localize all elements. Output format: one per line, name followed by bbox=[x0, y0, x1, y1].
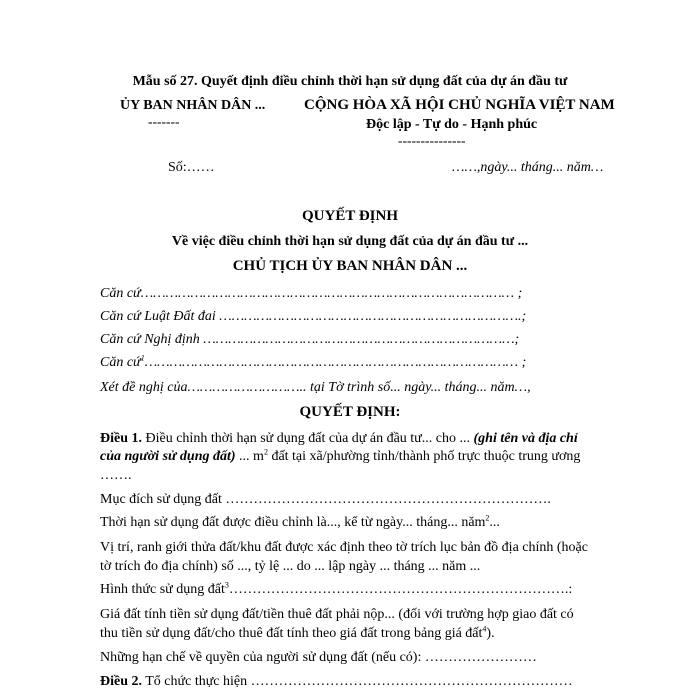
price-line-2: thu tiền sử dụng đất/cho thuê đất tính theo giá đất trong bảng giá đất$^4$). bbox=[100, 624, 495, 641]
land-term-line: Thời hạn sử dụng đất được điều chỉnh là..., kể từ ngày... tháng... năm$^2$... bbox=[100, 513, 500, 530]
restrictions-line: Những hạn chế về quyền của người sử dụng đất (nếu có): …………………… bbox=[100, 650, 537, 665]
basis-line-3: Căn cứ Nghị định …………………………………………………………………; bbox=[100, 332, 520, 347]
land-purpose-line: Mục đích sử dụng đất ……………………………………………………………. bbox=[100, 492, 551, 507]
article-1-line-1: Điều 1. Điều chỉnh thời hạn sử dụng đất của dự án đầu tư... cho ... (ghi tên và địa chỉ bbox=[100, 431, 578, 446]
footnote-ref: 4 bbox=[482, 624, 487, 634]
decides-heading: QUYẾT ĐỊNH: bbox=[299, 404, 401, 420]
motto-underline: --------------- bbox=[398, 133, 466, 148]
article-2-line: Điều 2. Tổ chức thực hiện …………………………………………………………… bbox=[100, 674, 573, 689]
basis-line-2: Căn cứ Luật Đất đai ……………………………………………………………….; bbox=[100, 309, 527, 324]
country-name: CỘNG HÒA XÃ HỘI CHỦ NGHĨA VIỆT NAM bbox=[304, 97, 615, 113]
decision-authority: CHỦ TỊCH ỦY BAN NHÂN DÂN ... bbox=[232, 258, 468, 274]
issuing-authority: ỦY BAN NHÂN DÂN ... bbox=[120, 98, 266, 113]
footnote-ref: 2 bbox=[485, 513, 490, 523]
basis-line-4: Căn cứ$^1$……………………………………………………………………………… ; bbox=[100, 353, 527, 370]
national-motto: Độc lập - Tự do - Hạnh phúc bbox=[366, 117, 538, 132]
footnote-ref: 3 bbox=[224, 580, 229, 590]
location-line-1: Vị trí, ranh giới thửa đất/khu đất được xác định theo tờ trích lục bản đồ địa chính (hoặc bbox=[100, 540, 588, 555]
decision-subject: Về việc điều chỉnh thời hạn sử dụng đất của dự án đầu tư ... bbox=[171, 234, 529, 249]
article-1-line-2: của người sử dụng đất) ... $m^2$ đất tại xã/phường tỉnh/thành phố trực thuộc trung ương bbox=[100, 447, 581, 464]
proposal-line: Xét đề nghị của……………………….. tại Tờ trình số... ngày... tháng... năm…, bbox=[100, 380, 531, 395]
article-1-line-3: ……. bbox=[100, 468, 132, 483]
usage-form-line: Hình thức sử dụng đất$^3$……………………………………………………………….: bbox=[100, 580, 573, 597]
form-title: Mẫu số 27. Quyết định điều chỉnh thời hạn sử dụng đất của dự án đầu tư bbox=[132, 74, 568, 89]
footnote-ref: 1 bbox=[140, 353, 145, 363]
decision-title: QUYẾT ĐỊNH bbox=[302, 208, 398, 224]
article-1-label: Điều 1. bbox=[100, 431, 142, 446]
location-line-2: tờ trích đo địa chính) số ..., tỷ lệ ... do ... lập ngày ... tháng ... năm ... bbox=[100, 559, 481, 574]
basis-line-1: Căn cứ……………………………………………………………………………… ; bbox=[100, 286, 523, 301]
document-number: Số:…… bbox=[168, 160, 215, 175]
authority-separator: ------- bbox=[148, 114, 180, 129]
article-2-label: Điều 2. bbox=[100, 674, 142, 689]
unit-superscript: 2 bbox=[263, 447, 268, 457]
document-date: ……,ngày... tháng... năm… bbox=[452, 160, 604, 175]
price-line-1: Giá đất tính tiền sử dụng đất/tiền thuê đất phải nộp... (đối với trường hợp giao đất có bbox=[100, 607, 574, 622]
